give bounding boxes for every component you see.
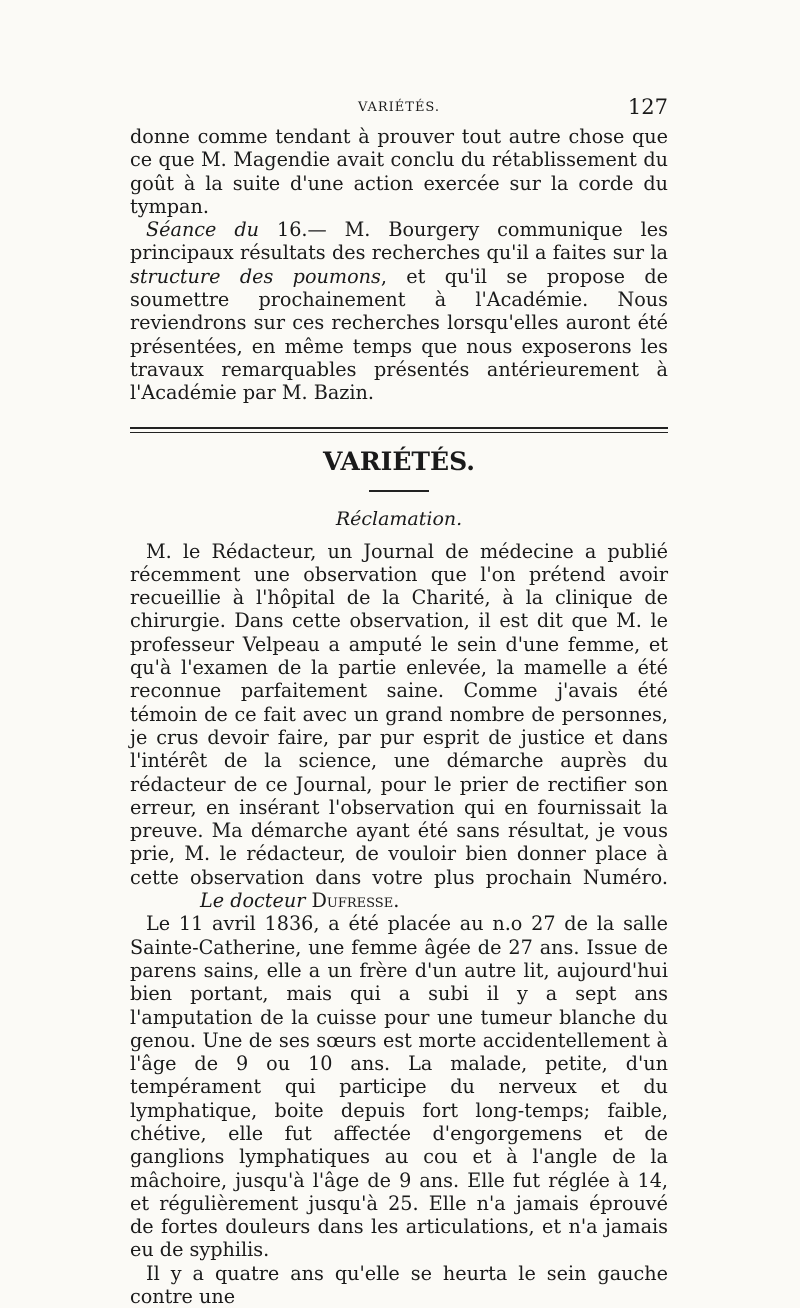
running-head — [130, 95, 668, 125]
letter-body: M. le Rédacteur, un Journal de médecine a publié récemment une observation que l'on prétend avoir recueillie à l'hôpital de la Charité, à la clinique de chirurgie. Dans cette observation, il est dit que M. le professeur Velpeau a amputé le sein d'une femme, et qu'à l'examen de la partie enlevée, la mamelle a été reconnue parfaitement saine. Comme j'avais été témoin de ce fait avec un grand nombre de personnes, je crus devoir faire, par pur esprit de justice et dans l'intérêt de la science, une démarche auprès du rédacteur de ce Journal, pour le prier de rectifier son erreur, en insérant l'observation qui en fournissait la preuve. Ma démarche ayant été sans résultat, je vous prie, M. le rédacteur, de vouloir bien donner place à cette observation dans votre plus prochain Numéro. — [130, 539, 668, 889]
running-title: VARIÉTÉS. — [357, 100, 441, 115]
document-page — [130, 95, 668, 1308]
seance-italic-phrase: structure des poumons — [130, 264, 381, 288]
paragraph-letter — [130, 540, 668, 913]
signature-name: Dufresse. — [311, 889, 400, 913]
seance-text-before: 16.— M. Bourgery communique les principaux résultats des recherches qu'il a faites sur la — [130, 218, 668, 265]
seance-label: Séance du — [146, 218, 260, 242]
section-divider — [130, 427, 668, 433]
short-rule — [369, 490, 429, 492]
seance-text-after: , et qu'il se propose de soumettre prochainement à l'Académie. Nous reviendrons sur ces recherches lorsqu'elles auront été présentées, en même temps que nous exposerons les travaux remarquables présentés antérieurement à l'Académie par M. Bazin. — [130, 264, 668, 405]
section-title: VARIÉTÉS. — [323, 446, 475, 476]
page-number: 127 — [627, 95, 668, 119]
paragraph-seance — [130, 218, 668, 404]
paragraph-observation-2: Il y a quatre ans qu'elle se heurta le sein gauche contre une — [130, 1261, 668, 1308]
signature-title: Le docteur — [200, 889, 306, 913]
paragraph-observation-1: Le 11 avril 1836, a été placée au n.o 27 de la salle Sainte-Catherine, une femme âgée de 27 ans. Issue de parens sains, elle a un frère d'un autre lit, aujourd'hui bien portant, mais qui a subi il y a sept ans l'amputation de la cuisse pour une tumeur blanche du genou. Une de ses sœurs est morte accidentellement à l'âge de 9 ou 10 ans. La malade, petite, d'un tempérament qui participe du nerveux et du lymphatique, boite depuis fort long-temps; faible, chétive, elle fut affectée d'engorgemens et de ganglions lymphatiques au cou et à l'angle de la mâchoire, jusqu'à l'âge de 9 ans. Elle fut réglée à 14, et régulièrement jusqu'à 25. Elle n'a jamais éprouvé de fortes douleurs dans les articulations, et n'a jamais eu de syphilis. — [130, 912, 668, 1262]
paragraph-continuation: donne comme tendant à prouver tout autre chose que ce que M. Magendie avait conclu du rétablissement du goût à la suite d'une action exercée sur la corde du tympan. — [130, 125, 668, 218]
divider-thick — [130, 427, 668, 429]
section-subtitle: Réclamation. — [335, 507, 463, 530]
divider-thin — [130, 432, 668, 433]
